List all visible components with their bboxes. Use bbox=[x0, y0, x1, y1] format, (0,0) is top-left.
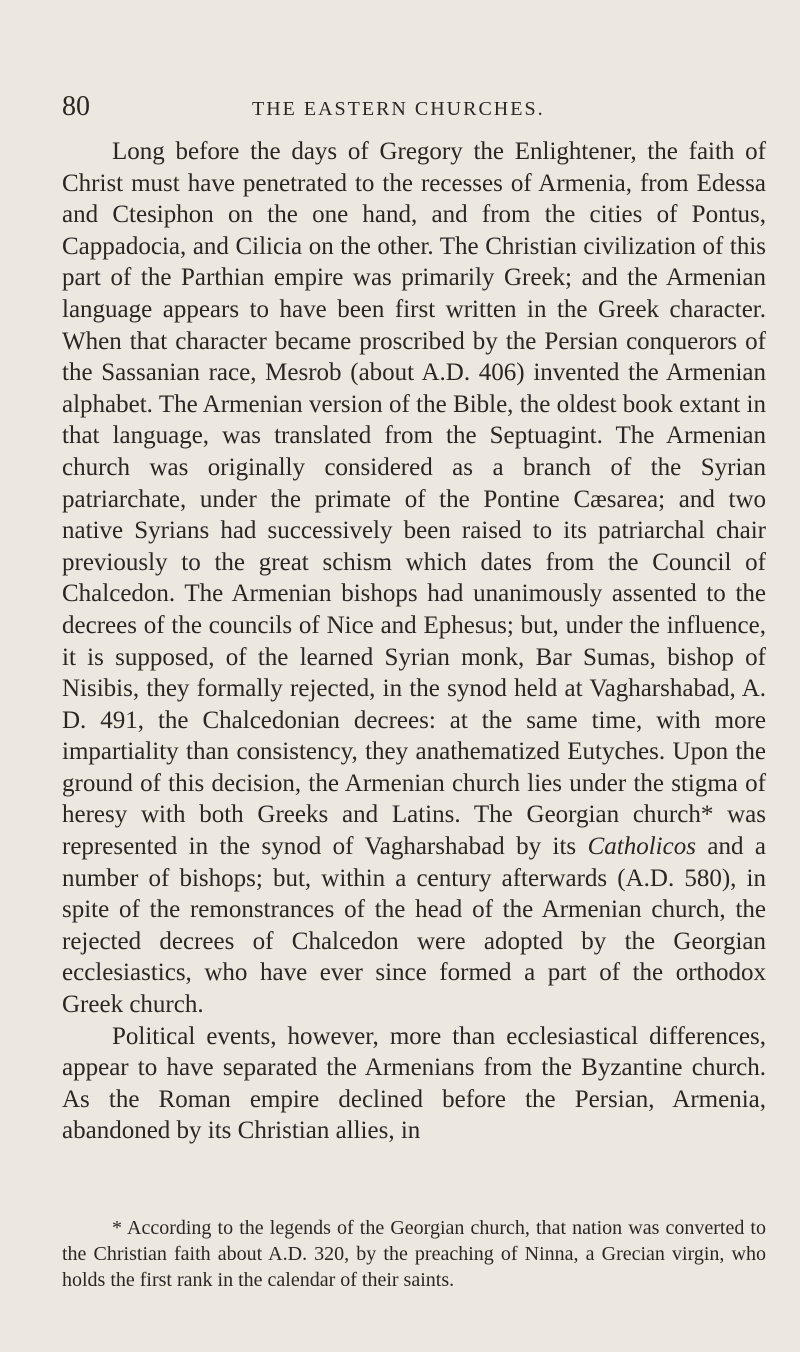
paragraph-2: Political events, however, more than ecclesiastical differences, appear to have separated the Armenians from the Byzantine church. As the Roman empire declined before the Persian, Armenia, abandoned by its Christian allies, in bbox=[62, 1022, 766, 1145]
paragraph-1-italic-term: Catholicos bbox=[587, 833, 696, 861]
paragraph-1-text-b: and a number of bishops; but, within a century afterwards (A.D. 580), in spite of the remonstrances of the head of the Armenian church, the rejected decrees of Chalcedon were adopted by the Georgian ecclesiastics, who have ever since formed a part of the orthodox Greek church. bbox=[62, 833, 766, 1019]
paragraph-1 bbox=[62, 136, 766, 1021]
paragraph-1-text-a: Long before the days of Gregory the Enlightener, the faith of Christ must have penetrated to the recesses of Armenia, from Edessa and Ctesiphon on the one hand, and from the cities of Pontus, Cappadocia, and Cilicia on the other. The Christian civilization of this part of the Parthian empire was primarily Greek; and the Armenian language appears to have been first written in the Greek character. When that character became proscribed by the Persian conquerors of the Sassanian race, Mesrob (about A.D. 406) invented the Armenian alphabet. The Armenian version of the Bible, the oldest book extant in that language, was translated from the Septuagint. The Armenian church was originally considered as a branch of the Syrian patriarchate, under the primate of the Pontine Cæsarea; and two native Syrians had successively been raised to its patriarchal chair previously to the great schism which dates from the Council of Chalcedon. The Armenian bishops had unanimously assented to the decrees of the councils of Nice and Ephesus; but, under the influence, it is supposed, of the learned Syrian monk, Bar Sumas, bishop of Nisibis, they formally rejected, in the synod held at Vagharshabad, A. D. 491, the Chalcedonian decrees: at the same time, with more impartiality than consistency, they anathematized Eutyches. Upon the ground of this decision, the Armenian church lies under the stigma of heresy with both Greeks and Latins. The Georgian church* was represented in the synod of Vagharshabad by its bbox=[62, 138, 766, 861]
running-head: THE EASTERN CHURCHES. bbox=[252, 98, 545, 120]
page-header bbox=[62, 92, 766, 122]
footnote: * According to the legends of the Georgian church, that nation was converted to the Christian faith about A.D. 320, by the preaching of Ninna, a Grecian virgin, who holds the first rank in the calendar of their saints. bbox=[62, 1217, 766, 1291]
page-number: 80 bbox=[62, 91, 90, 122]
body-text bbox=[62, 136, 766, 1147]
